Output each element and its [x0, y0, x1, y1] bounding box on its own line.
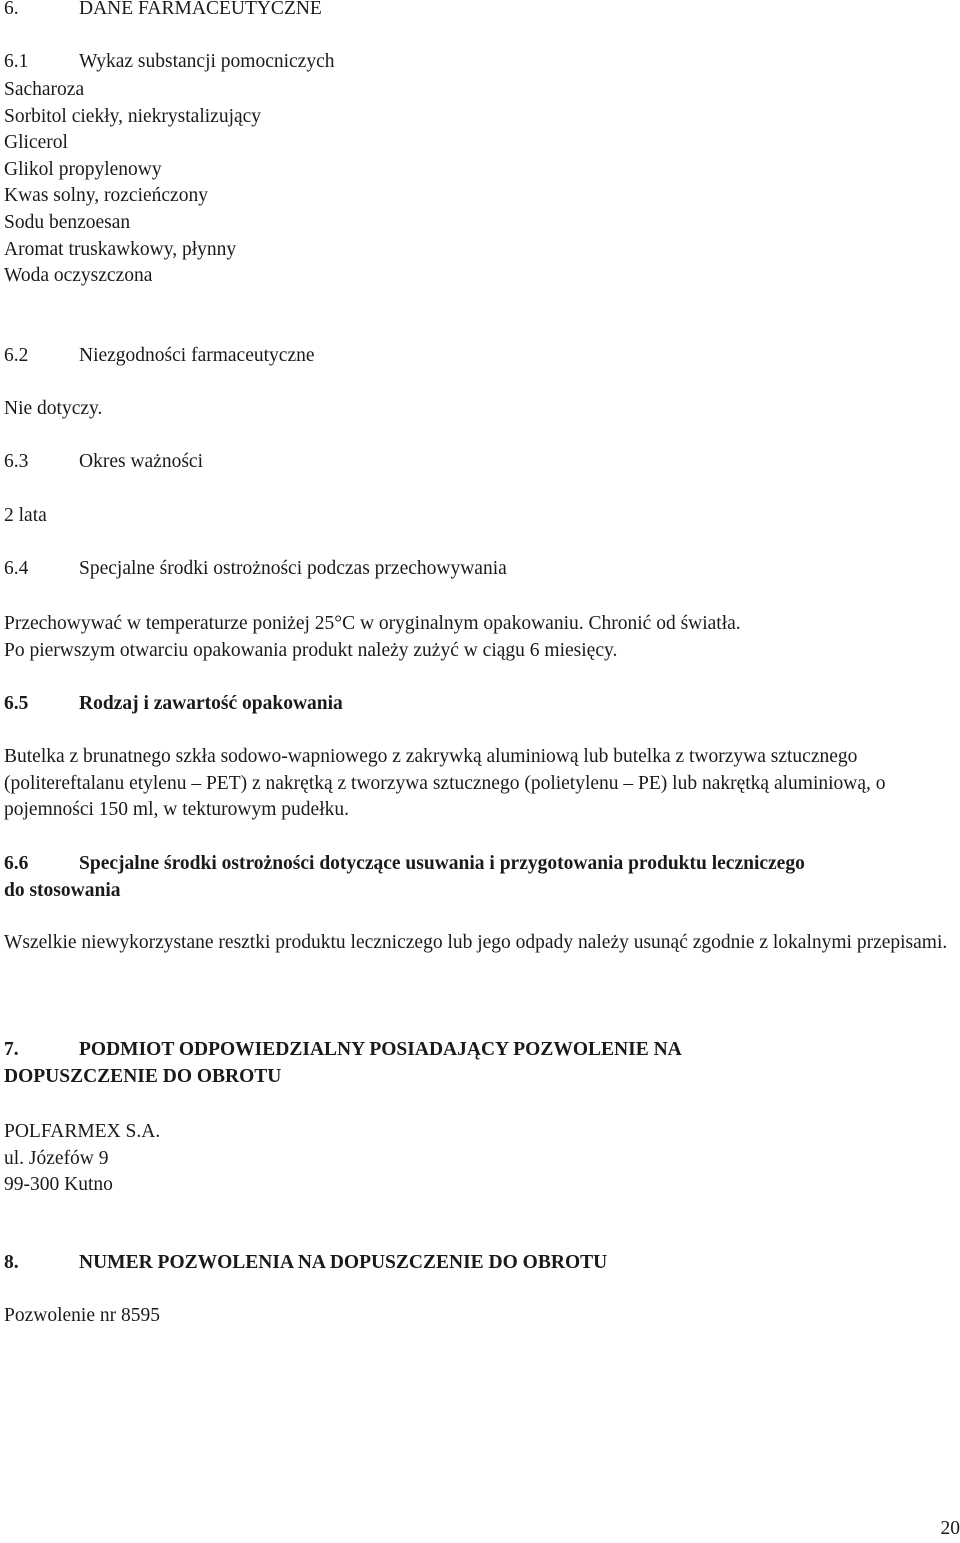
company-city: 99-300 Kutno — [4, 1174, 113, 1196]
company-name: POLFARMEX S.A. — [4, 1121, 161, 1142]
page-number: 20 — [940, 1518, 960, 1539]
section-6-4-line-2: Po pierwszym otwarciu opakowania produkt należy zużyć w ciągu 6 miesięcy. — [4, 640, 618, 661]
list-item: Sodu benzoesan — [4, 211, 131, 233]
section-6-title: DANE FARMACEUTYCZNE — [79, 0, 322, 19]
section-8-title: NUMER POZWOLENIA NA DOPUSZCZENIE DO OBROTU — [79, 1252, 608, 1273]
list-item: Kwas solny, rozcieńczony — [4, 185, 208, 207]
section-6-2-title: Niezgodności farmaceutyczne — [79, 345, 315, 366]
section-7-title-line-2: DOPUSZCZENIE DO OBROTU — [4, 1066, 282, 1087]
section-6-3-text: 2 lata — [4, 505, 47, 526]
section-6-1-title: Wykaz substancji pomocniczych — [79, 51, 335, 72]
section-6-1-number: 6.1 — [4, 51, 29, 72]
section-6-2-text: Nie dotyczy. — [4, 398, 103, 419]
section-6-number: 6. — [4, 0, 19, 19]
section-6-4-number: 6.4 — [4, 558, 29, 579]
list-item: Glikol propylenowy — [4, 158, 162, 180]
section-7-title-line-1: PODMIOT ODPOWIEDZIALNY POSIADAJĄCY POZWOLENIE NA — [79, 1039, 682, 1060]
section-6-6-text: Wszelkie niewykorzystane resztki produktu leczniczego lub jego odpady należy usunąć zgodnie z lokalnymi przepisami. — [4, 932, 948, 953]
list-item: Aromat truskawkowy, płynny — [4, 238, 237, 260]
list-item: Glicerol — [4, 132, 68, 154]
section-6-2-number: 6.2 — [4, 345, 29, 366]
section-6-5-text: Butelka z brunatnego szkła sodowo-wapniowego z zakrywką aluminiową lub butelka z tworzywa sztucznego (politereftalanu etylenu – PET) z nakrętką z tworzywa sztucznego (polietylenu – PE) lub nakrętką aluminiową, o pojemności 150 ml, w tekturowym pudełku. — [4, 746, 886, 820]
list-item: Sacharoza — [4, 79, 85, 100]
section-7-number: 7. — [4, 1039, 19, 1060]
excipient-list — [4, 77, 261, 290]
section-6-3-number: 6.3 — [4, 451, 29, 472]
section-6-5-title: Rodzaj i zawartość opakowania — [79, 693, 343, 714]
list-item: Sorbitol ciekły, niekrystalizujący — [4, 105, 262, 127]
company-address — [4, 1119, 160, 1199]
section-6-3-title: Okres ważności — [79, 451, 203, 472]
section-6-4-title: Specjalne środki ostrożności podczas przechowywania — [79, 558, 507, 579]
section-6-6-title-line-2: do stosowania — [4, 880, 121, 901]
list-item: Woda oczyszczona — [4, 265, 153, 287]
section-8-text: Pozwolenie nr 8595 — [4, 1305, 160, 1326]
section-6-4-line-1: Przechowywać w temperaturze poniżej 25°C w oryginalnym opakowaniu. Chronić od światła. — [4, 613, 741, 634]
section-6-6-title-line-1: Specjalne środki ostrożności dotyczące usuwania i przygotowania produktu leczniczego — [79, 853, 805, 874]
section-8-number: 8. — [4, 1252, 19, 1273]
section-6-5-number: 6.5 — [4, 693, 29, 714]
section-6-6-number: 6.6 — [4, 853, 29, 874]
company-street: ul. Józefów 9 — [4, 1147, 109, 1169]
